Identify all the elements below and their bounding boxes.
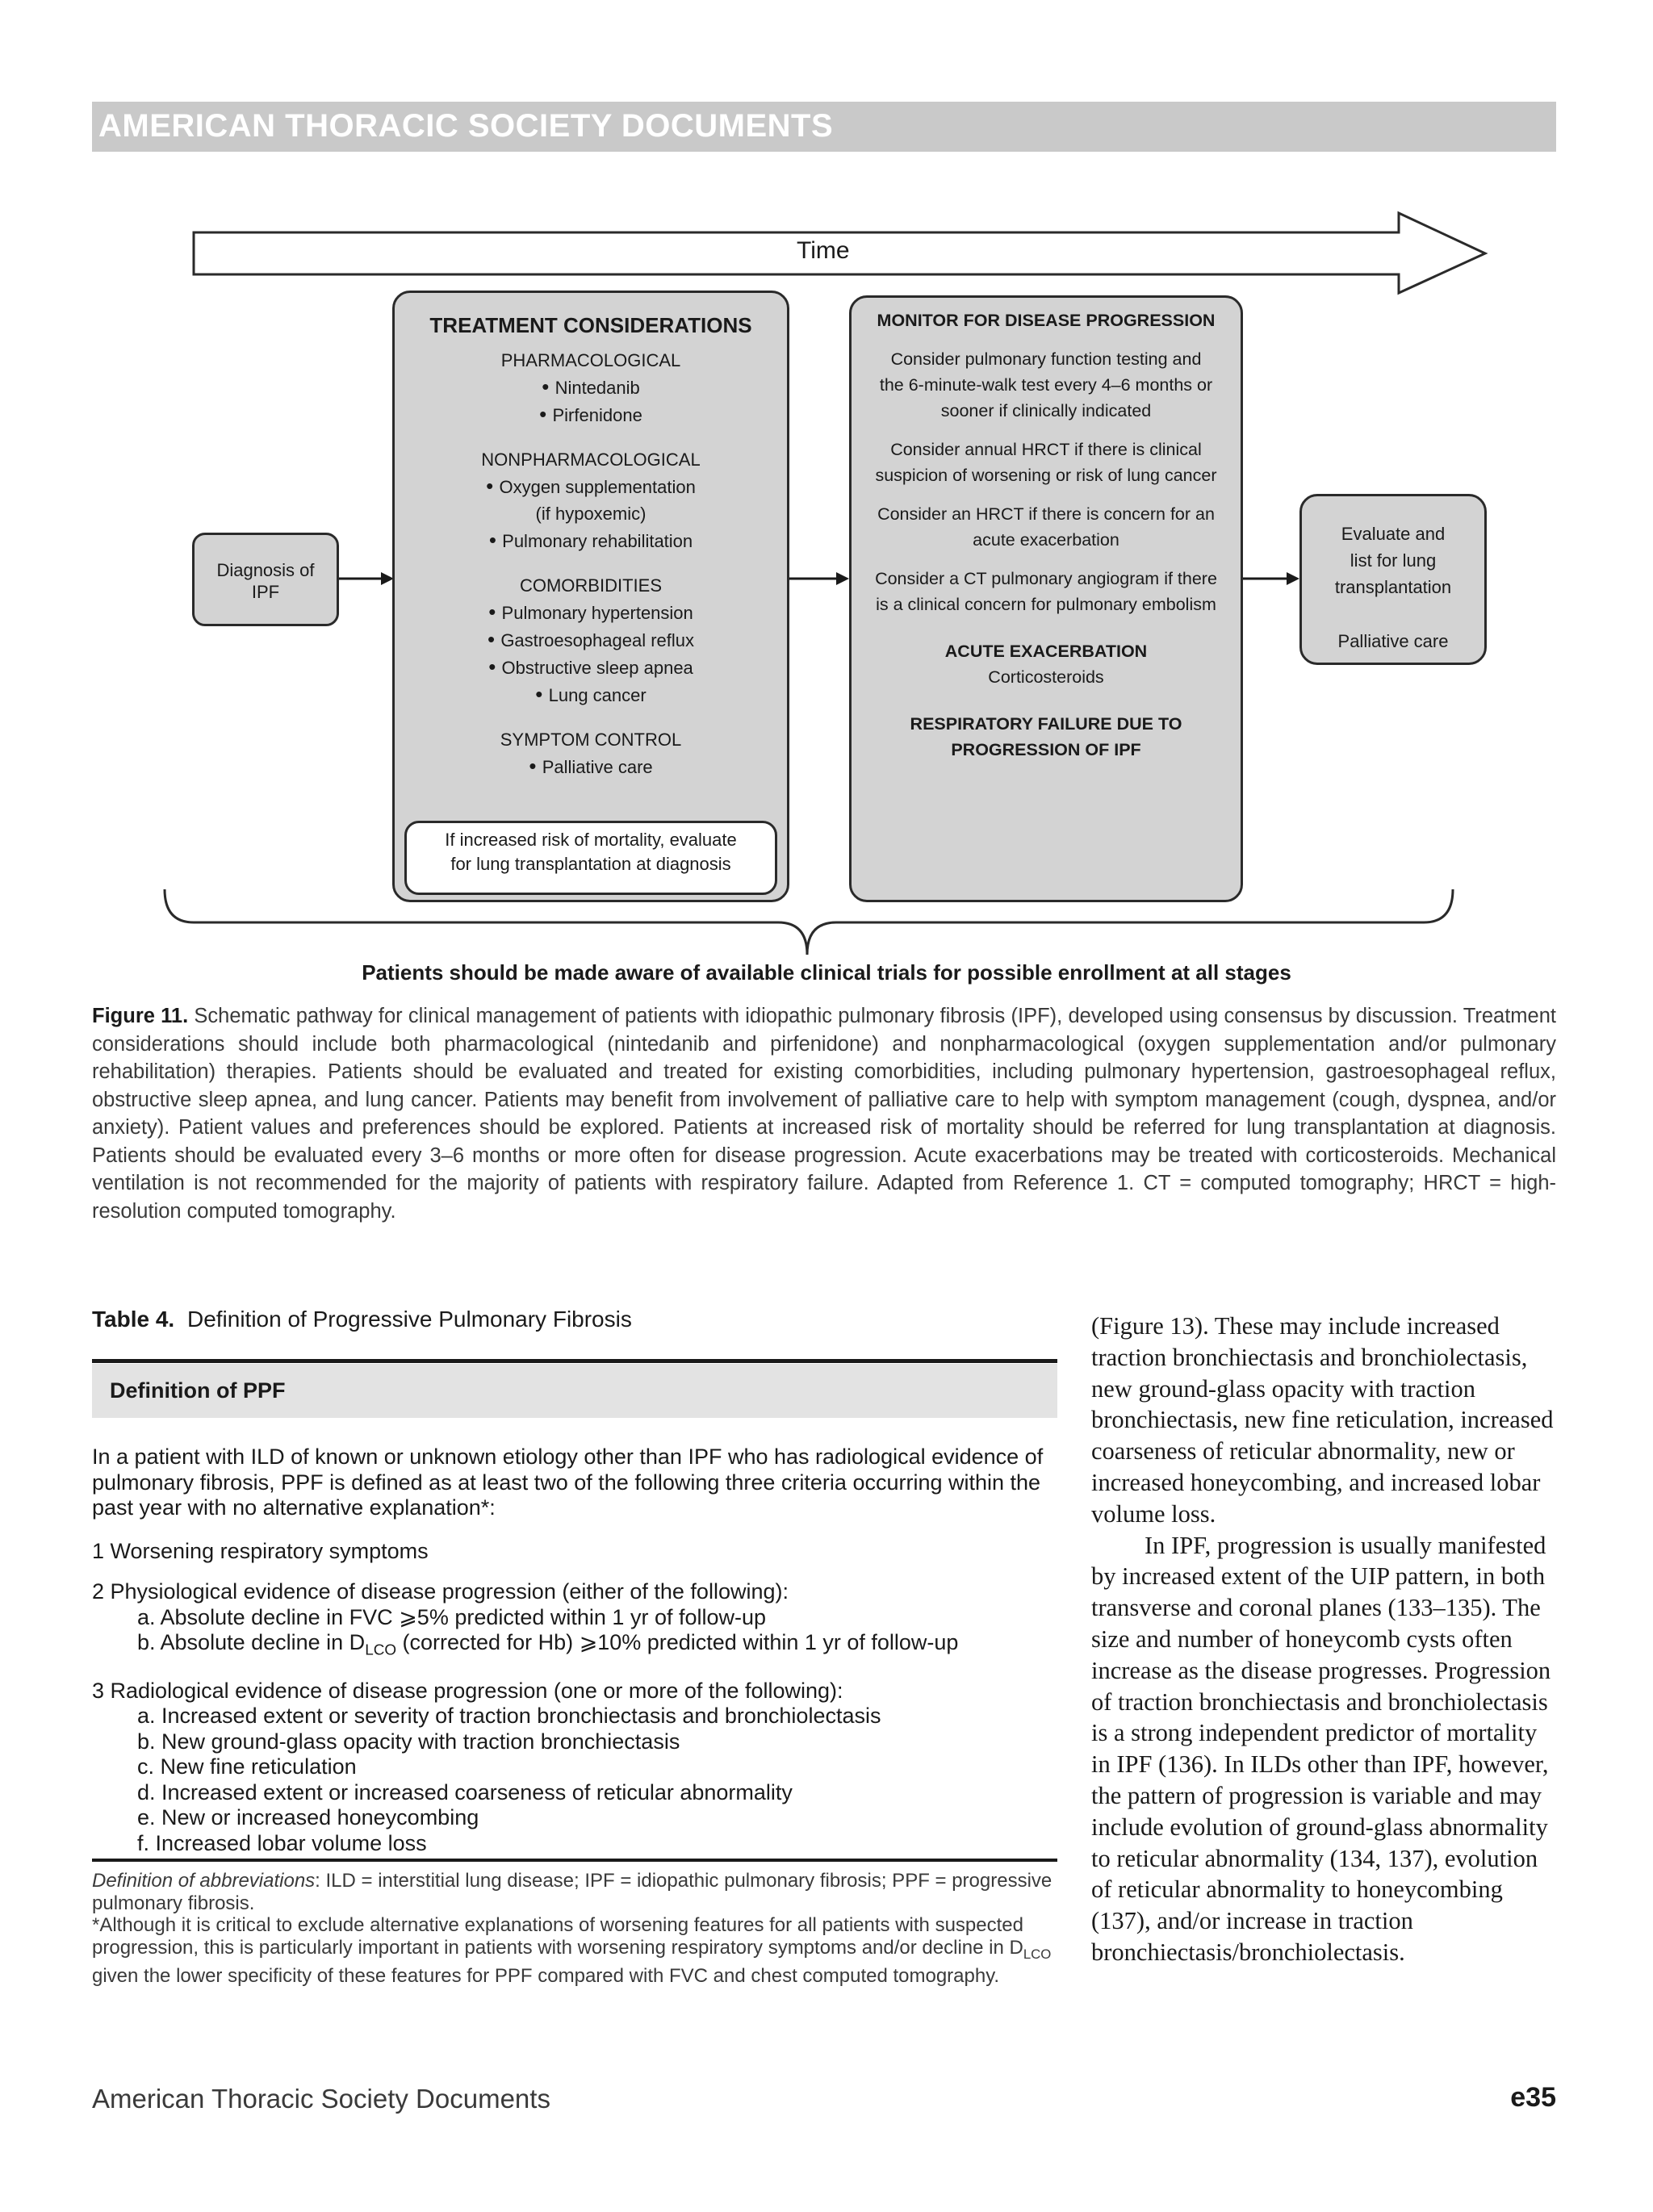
table-label: Table 4.: [92, 1307, 175, 1332]
transplant-note-box: [404, 821, 777, 895]
monitor-item-annual-hrct: [852, 437, 1241, 488]
caption-text: Schematic pathway for clinical management of patients with idiopathic pulmonary fibrosis (IPF), developed using consensus by discussion. Treatment considerations should include both pharmacological (nintedanib and pirfenidone) and nonpharmacological (oxygen supplementation and/or pulmonary rehabilitation) therapies. Patients should be evaluated and treated for existing comorbidities, including pulmonary hypertension, gastroesophageal reflux, obstructive sleep apnea, and lung cancer. Patients may benefit from involvement of palliative care to help with symptom management (cough, dyspnea, and/or anxiety). Patient values and preferences should be explored. Patients at increased risk of mortality should be referred for lung transplantation at diagnosis. Patients should be evaluated every 3–6 months or more often for disease progression. Acute exacerbations may be treated with corticosteroids. Mechanical ventilation is not recommended for the majority of patients with respiratory failure. Adapted from Reference 1. CT = computed tomography; HRCT = high-resolution computed tomography.: [92, 1005, 1556, 1223]
criterion-subitem: [92, 1630, 1057, 1663]
evaluate-palliative: Palliative care: [1337, 631, 1449, 651]
monitor-item-pft: [852, 346, 1241, 424]
figure-caption: [92, 1002, 1556, 1225]
criterion-heading: 2 Physiological evidence of disease progression (either of the following):: [92, 1579, 789, 1604]
criterion-subitem: b. New ground-glass opacity with traction bronchiectasis: [137, 1729, 680, 1754]
table-bottom-rule: [92, 1859, 1057, 1862]
evaluate-line: transplantation: [1334, 577, 1452, 597]
symptom-control-heading: SYMPTOM CONTROL: [500, 730, 682, 750]
footnote-abbrev-text: : ILD = interstitial lung disease; IPF = idiopathic pulmonary fibrosis; PPF = progressive pulmonary fibrosis.: [92, 1870, 1052, 1914]
footer-journal: American Thoracic Society Documents: [92, 2084, 550, 2114]
monitor-line: sooner if clinically indicated: [940, 401, 1152, 420]
table-criterion-2: [92, 1579, 1057, 1663]
arrowhead-monitor-evaluate: [1287, 572, 1299, 585]
clinical-trials-note: Patients should be made aware of available clinical trials for possible enrollment at all stages: [362, 960, 1291, 985]
acute-exacerbation-text: Corticosteroids: [988, 667, 1104, 687]
body-paragraph: In IPF, progression is usually manifested by increased extent of the UIP pattern, in both transverse and coronal planes (133–135). The size and number of honeycomb cysts often increase as the disease progresses. Progression of traction bronchiectasis and bronchiolectasis is a strong independent predictor of mortality in IPF (136). In ILDs other than IPF, however, the pattern of progression is variable and may include evolution of ground-glass abnormality to reticular abnormality (134, 137), evolution of reticular abnormality to honeycombing (137), and/or increase in traction bronchiectasis/bronchiolectasis.: [1091, 1531, 1551, 1966]
table-header: [92, 1364, 1057, 1418]
monitor-line: Consider annual HRCT if there is clinical: [890, 440, 1202, 459]
footnote-abbrev-label: Definition of abbreviations: [92, 1870, 316, 1892]
diagnosis-line: IPF: [251, 582, 280, 602]
respiratory-failure-heading: RESPIRATORY FAILURE DUE TO: [910, 714, 1182, 734]
respiratory-failure-heading: PROGRESSION OF IPF: [951, 740, 1141, 759]
table-body: [92, 1445, 1057, 1856]
evaluate-line: Evaluate and: [1341, 524, 1446, 544]
monitor-progression-box: [849, 295, 1243, 902]
nonpharm-item-detail: (if hypoxemic): [535, 504, 647, 524]
table-criterion-1: 1 Worsening respiratory symptoms: [92, 1538, 429, 1563]
symptom-item: • Palliative care: [395, 753, 787, 780]
pharmacological-heading: PHARMACOLOGICAL: [500, 350, 681, 370]
dlco-subscript: LCO: [365, 1641, 397, 1659]
table-intro: In a patient with ILD of known or unknown etiology other than IPF who has radiological evidence of pulmonary fibrosis, PPF is defined as at least two of the following three criteria occurring within the past year with no alternative explanation*:: [92, 1445, 1044, 1520]
all-stages-brace: [165, 889, 1453, 955]
monitor-item-ct-angiogram: [852, 566, 1241, 617]
monitor-title: MONITOR FOR DISEASE PROGRESSION: [877, 311, 1216, 330]
footnote-star-text: given the lower specificity of these features for PPF compared with FVC and chest computed tomography.: [92, 1964, 1000, 1987]
criterion-subitem: d. Increased extent or increased coarseness of reticular abnormality: [137, 1779, 793, 1804]
monitor-line: acute exacerbation: [973, 530, 1119, 550]
criterion-subitem: f. Increased lobar volume loss: [137, 1830, 427, 1855]
acute-exacerbation-heading: ACUTE EXACERBATION: [944, 642, 1148, 661]
footnote-abbreviations: [92, 1870, 1057, 1914]
body-text-column: [1091, 1311, 1559, 1968]
monitor-item-hrct-exacerbation: [852, 501, 1241, 553]
table-footnotes: [92, 1870, 1057, 1987]
table-top-rule: [92, 1359, 1057, 1363]
footnote-dlco-subscript: LCO: [1023, 1946, 1052, 1962]
table-column-header: Definition of PPF: [110, 1378, 286, 1403]
treatment-considerations-box: [392, 291, 789, 902]
comorbidity-item: • Lung cancer: [395, 681, 787, 709]
table-title: [92, 1307, 632, 1332]
comorbidity-item: • Obstructive sleep apnea: [395, 654, 787, 681]
diagnosis-line: Diagnosis of: [216, 560, 315, 580]
nonpharm-item: • Oxygen supplementation: [395, 473, 787, 500]
footnote-star-text: *Although it is critical to exclude alternative explanations of worsening features for all patients with suspected progression, this is particularly important in patients with worsening respiratory symptoms and/or decline in D: [92, 1914, 1023, 1959]
monitor-line: suspicion of worsening or risk of lung cancer: [875, 466, 1217, 485]
caption-label: Figure 11.: [92, 1005, 189, 1027]
diagnosis-box: [192, 533, 339, 626]
time-label: Time: [797, 237, 850, 264]
nonpharmacological-heading: NONPHARMACOLOGICAL: [481, 450, 701, 470]
criterion-subitem: a. Absolute decline in FVC ⩾5% predicted within 1 yr of follow-up: [137, 1604, 767, 1629]
body-paragraph: (Figure 13). These may include increased traction bronchiectasis and bronchiolectasis, new ground-glass opacity with traction bronchiectasis, new fine reticulation, increased coarseness of reticular abnormality, new or increased honeycombing, and increased lobar volume loss.: [1091, 1312, 1554, 1528]
monitor-line: Consider an HRCT if there is concern for an: [877, 504, 1215, 524]
evaluate-line: list for lung: [1350, 550, 1437, 571]
dlco-text: (corrected for Hb) ⩾10% predicted within 1 yr of follow-up: [396, 1630, 959, 1654]
transplant-note-line: for lung transplantation at diagnosis: [450, 854, 731, 874]
monitor-line: is a clinical concern for pulmonary embolism: [876, 595, 1216, 614]
evaluate-transplant-box: [1299, 494, 1487, 665]
footnote-asterisk: [92, 1914, 1057, 1987]
dlco-text: b. Absolute decline in D: [137, 1630, 366, 1654]
monitor-line: the 6-minute-walk test every 4–6 months or: [879, 375, 1213, 395]
criterion-subitem: a. Increased extent or severity of traction bronchiectasis and bronchiolectasis: [137, 1704, 881, 1729]
nonpharm-item: • Pulmonary rehabilitation: [395, 527, 787, 554]
comorbidities-heading: COMORBIDITIES: [519, 575, 662, 596]
table-title-text: Definition of Progressive Pulmonary Fibrosis: [186, 1307, 632, 1332]
acute-exacerbation-section: [852, 638, 1241, 690]
transplant-note-line: If increased risk of mortality, evaluate: [445, 830, 737, 850]
monitor-line: Consider a CT pulmonary angiogram if there: [875, 569, 1217, 588]
page-number: e35: [1510, 2082, 1556, 2113]
respiratory-failure-section: [852, 711, 1241, 763]
criterion-subitem: c. New fine reticulation: [137, 1754, 357, 1779]
treatment-title: TREATMENT CONSIDERATIONS: [429, 313, 752, 337]
table-criterion-3: [92, 1679, 1057, 1857]
criterion-heading: 3 Radiological evidence of disease progression (one or more of the following):: [92, 1678, 843, 1703]
monitor-line: Consider pulmonary function testing and: [890, 349, 1202, 369]
comorbidity-item: • Pulmonary hypertension: [395, 599, 787, 626]
pharm-item: • Pirfenidone: [395, 401, 787, 429]
arrowhead-treatment-monitor: [836, 572, 849, 585]
criterion-subitem: e. New or increased honeycombing: [137, 1805, 479, 1830]
figure-11: [0, 0, 1653, 1049]
comorbidity-item: • Gastroesophageal reflux: [395, 626, 787, 654]
header-title: AMERICAN THORACIC SOCIETY DOCUMENTS: [98, 108, 834, 144]
pharm-item: • Nintedanib: [395, 374, 787, 401]
